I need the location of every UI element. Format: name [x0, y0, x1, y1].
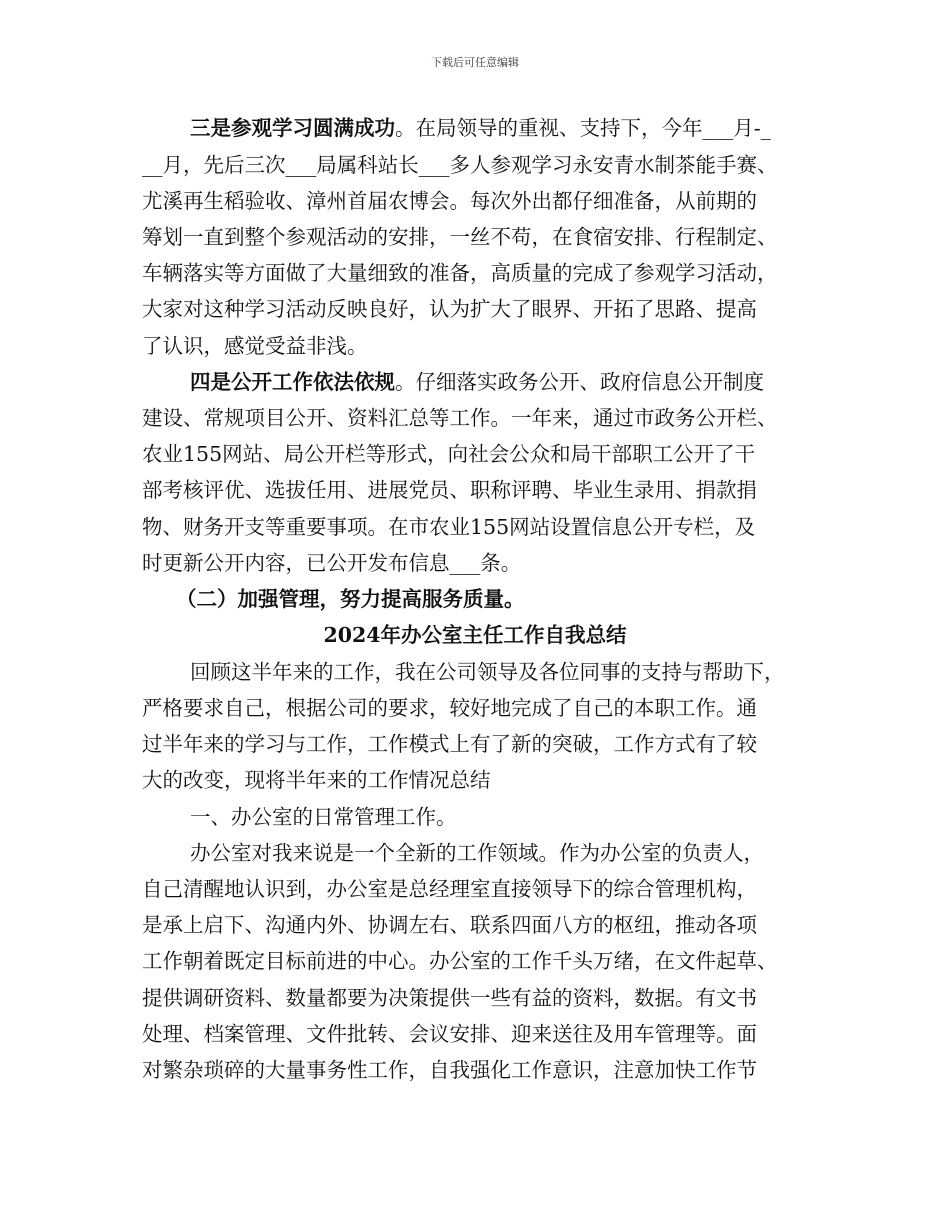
- item1-line-5: 提供调研资料、数量都要为决策提供一些有益的资料，数据。有文书: [142, 986, 757, 1010]
- section4-lead: 四是公开工作依法依规: [190, 370, 395, 394]
- section3-lead: 三是参观学习圆满成功: [190, 116, 395, 140]
- item1-heading: 一、办公室的日常管理工作。: [190, 805, 457, 829]
- intro-line-4: 大的改变，现将半年来的工作情况总结: [142, 768, 491, 792]
- section4-line-2: 建设、常规项目公开、资料汇总等工作。一年来，通过市政务公开栏、: [142, 406, 778, 430]
- item1-line-1: 办公室对我来说是一个全新的工作领域。作为办公室的负责人，: [190, 841, 764, 865]
- document-title: 2024年办公室主任工作自我总结: [323, 623, 627, 647]
- intro-line-2: 严格要求自己，根据公司的要求，较好地完成了自己的本职工作。通: [142, 696, 757, 720]
- section3-line-5: 车辆落实等方面做了大量细致的准备，高质量的完成了参观学习活动，: [142, 261, 778, 285]
- section3-line-4: 筹划一直到整个参观活动的安排，一丝不苟，在食宿安排、行程制定、: [142, 225, 778, 249]
- intro-line-3: 过半年来的学习与工作，工作模式上有了新的突破，工作方式有了较: [142, 732, 757, 756]
- item1-line-7: 对繁杂琐碎的大量事务性工作，自我强化工作意识，注意加快工作节: [142, 1058, 757, 1082]
- page-header: 下载后可任意编辑: [431, 56, 519, 69]
- section4-line-5: 物、财务开支等重要事项。在市农业155网站设置信息公开专栏，及: [142, 515, 756, 539]
- item1-line-4: 工作朝着既定目标前进的中心。办公室的工作千头万绪，在文件起草、: [142, 949, 778, 973]
- section4-line-6: 时更新公开内容，已公开发布信息___条。: [142, 551, 522, 575]
- section3-line-2: __月，先后三次___局属科站长___多人参观学习永安青水制茶能手赛、: [142, 153, 778, 177]
- section3-line-7: 了认识，感觉受益非浅。: [142, 334, 368, 358]
- item1-line-6: 处理、档案管理、文件批转、会议安排、迎来送往及用车管理等。面: [142, 1022, 757, 1046]
- intro-line-1: 回顾这半年来的工作，我在公司领导及各位同事的支持与帮助下，: [190, 660, 785, 684]
- section4-line-1: 四是公开工作依法依规。仔细落实政务公开、政府信息公开制度: [190, 370, 764, 394]
- subheading: （二）加强管理，努力提高服务质量。: [176, 587, 525, 611]
- section3-line-1: 三是参观学习圆满成功。在局领导的重视、支持下，今年___月-_: [190, 116, 771, 140]
- section4-line-3: 农业155网站、局公开栏等形式，向社会公众和局干部职工公开了干: [142, 442, 756, 466]
- section4-line-4: 部考核评优、选拔任用、进展党员、职称评聘、毕业生录用、捐款捐: [142, 478, 757, 502]
- section3-line-3: 尤溪再生稻验收、漳州首届农博会。每次外出都仔细准备，从前期的: [142, 189, 757, 213]
- item1-line-2: 自己清醒地认识到，办公室是总经理室直接领导下的综合管理机构，: [142, 877, 757, 901]
- section3-line-6: 大家对这种学习活动反映良好，认为扩大了眼界、开拓了思路、提高: [142, 297, 757, 321]
- item1-line-3: 是承上启下、沟通内外、协调左右、联系四面八方的枢纽，推动各项: [142, 913, 757, 937]
